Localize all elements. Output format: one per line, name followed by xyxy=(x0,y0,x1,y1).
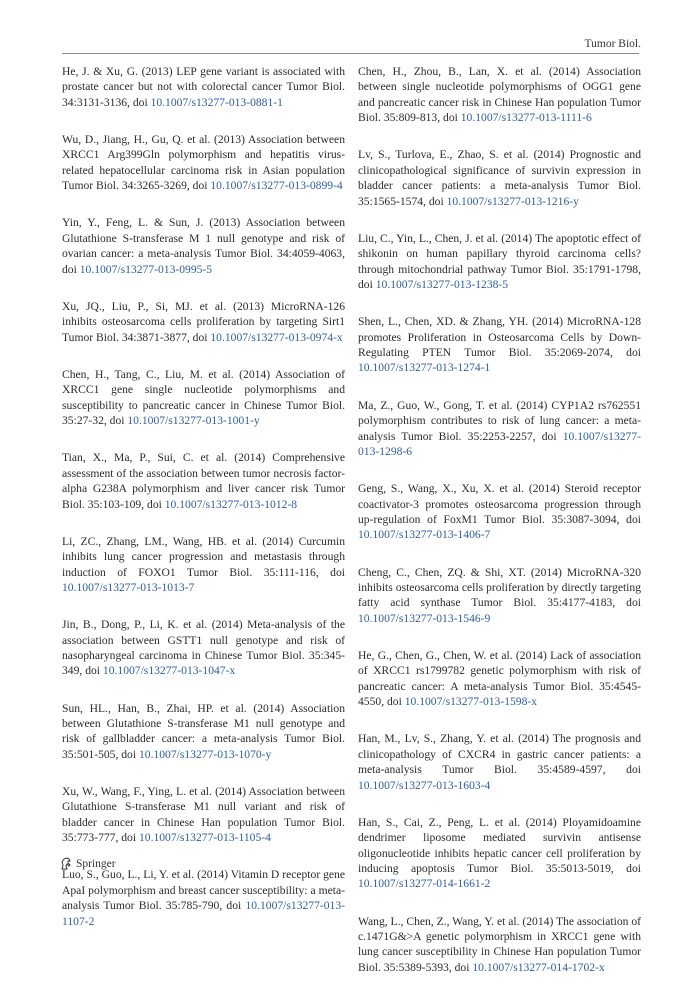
reference-text: He, J. & Xu, G. (2013) LEP gene variant is associated with prostate cancer but not with colorectal cancer Tumor Biol. 34:3131-3136, doi xyxy=(62,65,345,109)
reference-text: Cheng, C., Chen, ZQ. & Shi, XT. (2014) MicroRNA-320 inhibits osteosarcoma cells proliferation by directly targeting fatty acid synthase Tumor Biol. 35:4177-4183, doi xyxy=(358,565,641,610)
references-column-left xyxy=(62,64,345,951)
reference-entry xyxy=(62,64,345,110)
doi-link[interactable]: 10.1007/s13277-013-1216-y xyxy=(446,194,579,208)
doi-link[interactable]: 10.1007/s13277-013-1603-4 xyxy=(358,778,491,792)
doi-link[interactable]: 10.1007/s13277-013-1070-y xyxy=(138,747,272,761)
doi-link[interactable]: 10.1007/s13277-013-1001-y xyxy=(127,414,260,428)
doi-link[interactable]: 10.1007/s13277-013-1047-x xyxy=(102,664,236,678)
reference-text: Sun, HL., Han, B., Zhai, HP. et al. (2014) Association between Glutathione S-transferase M1 null genotype and risk of gallbladder cancer: a meta-analysis Tumor Biol. 35:501-505, doi xyxy=(62,701,345,761)
reference-text: He, G., Chen, G., Chen, W. et al. (2014) Lack of association of XRCC1 rs1799782 genetic polymorphism with risk of pancreatic cancer: A meta-analysis Tumor Biol. 35:4545-4550, doi xyxy=(358,648,641,709)
reference-text: Ma, Z., Guo, W., Gong, T. et al. (2014) CYP1A2 rs762551 polymorphism contributes to risk of lung cancer: a meta-analysis Tumor Biol. 35:2253-2257, doi xyxy=(358,398,641,443)
reference-entry xyxy=(62,215,345,277)
reference-text: Shen, L., Chen, XD. & Zhang, YH. (2014) MicroRNA-128 promotes Proliferation in Osteosarcoma Cells by Down-Regulating PTEN Tumor Biol. 35:2069-2074, doi xyxy=(358,315,641,360)
reference-entry xyxy=(62,701,345,763)
reference-entry xyxy=(62,617,345,679)
reference-entry xyxy=(358,481,641,543)
doi-link[interactable]: 10.1007/s13277-013-1107-2 xyxy=(62,899,345,928)
reference-entry xyxy=(62,534,345,596)
doi-link[interactable]: 10.1007/s13277-013-1274-1 xyxy=(358,361,491,375)
reference-text: Wang, L., Chen, Z., Wang, Y. et al. (2014) The association of c.1471G&>A genetic polymorphism in XRCC1 gene with lung cancer susceptibility in Chinese Han population Tumor Biol. 35:5389-5393, doi xyxy=(358,914,641,974)
reference-text: Luo, S., Guo, L., Li, Y. et al. (2014) Vitamin D receptor gene ApaI polymorphism and breast cancer susceptibility: a meta-analysis Tumor Biol. 35:785-790, doi xyxy=(62,868,345,913)
reference-entry xyxy=(358,231,641,293)
reference-entry xyxy=(62,867,345,929)
reference-entry xyxy=(358,64,641,126)
reference-entry xyxy=(358,314,641,376)
doi-link[interactable]: 10.1007/s13277-013-1298-6 xyxy=(358,429,641,458)
reference-text: Xu, W., Wang, F., Ying, L. et al. (2014) Association between Glutathione S-transferase M1 null variant and risk of bladder cancer in Chinese Han population Tumor Biol. 35:773-777, doi xyxy=(62,784,345,845)
reference-text: Wu, D., Jiang, H., Gu, Q. et al. (2013) Association between XRCC1 Arg399Gln polymorphism and hepatitis virus-related hepatocellular carcinoma risk in Asian population Tumor Biol. 34:3265-3269, doi xyxy=(62,133,345,193)
reference-text: Lv, S., Turlova, E., Zhao, S. et al. (2014) Prognostic and clinicopathological significance of survivin expression in bladder cancer patients: a meta-analysis Tumor Biol. 35:1565-1574, doi xyxy=(358,148,641,208)
reference-text: Chen, H., Zhou, B., Lan, X. et al. (2014) Association between single nucleotide polymorphisms of OGG1 gene and pancreatic cancer risk in Chinese Han population Tumor Biol. 35:809-813, doi xyxy=(358,65,641,125)
reference-text: Han, M., Lv, S., Zhang, Y. et al. (2014) The prognosis and clinicopathology of CXCR4 in gastric cancer patients: a meta-analysis Tumor Biol. 35:4589-4597, doi xyxy=(358,732,641,777)
reference-text: Han, S., Cai, Z., Peng, L. et al. (2014) Ployamidoamine dendrimer liposome mediated survivin antisense oligonucleotide inhibits hepatic cancer cell proliferation by inducing apoptosis Tumor Biol. 35:5013-5019, doi xyxy=(358,815,641,876)
reference-entry xyxy=(358,648,641,710)
reference-text: Chen, H., Tang, C., Liu, M. et al. (2014) Association of XRCC1 gene single nucleotide polymorphisms and susceptibility to pancreatic cancer in Chinese Tumor Biol. 35:27-32, doi xyxy=(62,367,345,428)
reference-text: Yin, Y., Feng, L. & Sun, J. (2013) Association between Glutathione S-transferase M 1 null genotype and risk of ovarian cancer: a meta-analysis Tumor Biol. 34:4059-4063, doi xyxy=(62,216,345,276)
springer-horse-icon xyxy=(60,857,72,870)
references-column-right xyxy=(358,64,641,997)
doi-link[interactable]: 10.1007/s13277-013-1406-7 xyxy=(358,528,491,542)
doi-link[interactable]: 10.1007/s13277-013-0899-4 xyxy=(210,179,343,193)
header-rule xyxy=(62,53,639,54)
page-footer xyxy=(60,857,116,870)
reference-entry xyxy=(358,147,641,209)
reference-entry xyxy=(62,299,345,345)
doi-link[interactable]: 10.1007/s13277-013-0881-1 xyxy=(150,95,283,109)
reference-entry xyxy=(62,132,345,194)
reference-entry xyxy=(62,784,345,846)
reference-entry xyxy=(358,565,641,627)
doi-link[interactable]: 10.1007/s13277-013-1012-8 xyxy=(164,497,298,511)
publisher-name: Springer xyxy=(76,857,116,870)
doi-link[interactable]: 10.1007/s13277-013-0995-5 xyxy=(79,262,213,276)
doi-link[interactable]: 10.1007/s13277-013-1105-4 xyxy=(138,831,271,845)
doi-link[interactable]: 10.1007/s13277-013-0974-x xyxy=(210,330,343,344)
doi-link[interactable]: 10.1007/s13277-014-1702-x xyxy=(472,960,605,974)
reference-entry xyxy=(62,367,345,429)
doi-link[interactable]: 10.1007/s13277-013-1546-9 xyxy=(358,611,491,625)
reference-text: Geng, S., Wang, X., Xu, X. et al. (2014) Steroid receptor coactivator-3 promotes osteosarcoma progression through up-regulation of FoxM1 Tumor Biol. 35:3087-3094, doi xyxy=(358,482,641,526)
doi-link[interactable]: 10.1007/s13277-013-1598-x xyxy=(404,695,538,709)
running-header-journal: Tumor Biol. xyxy=(584,38,641,50)
reference-text: Li, ZC., Zhang, LM., Wang, HB. et al. (2014) Curcumin inhibits lung cancer progression and metastasis through induction of FOXO1 Tumor Biol. 35:111-116, doi xyxy=(62,534,345,579)
doi-link[interactable]: 10.1007/s13277-014-1661-2 xyxy=(358,877,491,891)
reference-text: Liu, C., Yin, L., Chen, J. et al. (2014) The apoptotic effect of shikonin on human papillary thyroid carcinoma cells?through mitochondrial pathway Tumor Biol. 35:1791-1798, doi xyxy=(358,231,641,292)
doi-link[interactable]: 10.1007/s13277-013-1111-6 xyxy=(460,111,592,125)
reference-entry xyxy=(358,731,641,793)
reference-entry xyxy=(358,815,641,892)
reference-text: Tian, X., Ma, P., Sui, C. et al. (2014) Comprehensive assessment of the association between tumor necrosis factor-alpha G238A polymorphism and liver cancer risk Tumor Biol. 35:103-109, doi xyxy=(62,451,345,511)
doi-link[interactable]: 10.1007/s13277-013-1013-7 xyxy=(62,580,195,594)
reference-text: Jin, B., Dong, P., Li, K. et al. (2014) Meta-analysis of the association between GSTT1 null genotype and risk of nasopharyngeal carcinoma in Chinese Tumor Biol. 35:345-349, doi xyxy=(62,618,345,678)
reference-entry xyxy=(358,398,641,460)
doi-link[interactable]: 10.1007/s13277-013-1238-5 xyxy=(375,278,509,292)
reference-text: Xu, JQ., Liu, P., Si, MJ. et al. (2013) MicroRNA-126 inhibits osteosarcoma cells proliferation by targeting Sirt1 Tumor Biol. 34:3871-3877, doi xyxy=(62,299,345,344)
reference-entry xyxy=(62,450,345,512)
